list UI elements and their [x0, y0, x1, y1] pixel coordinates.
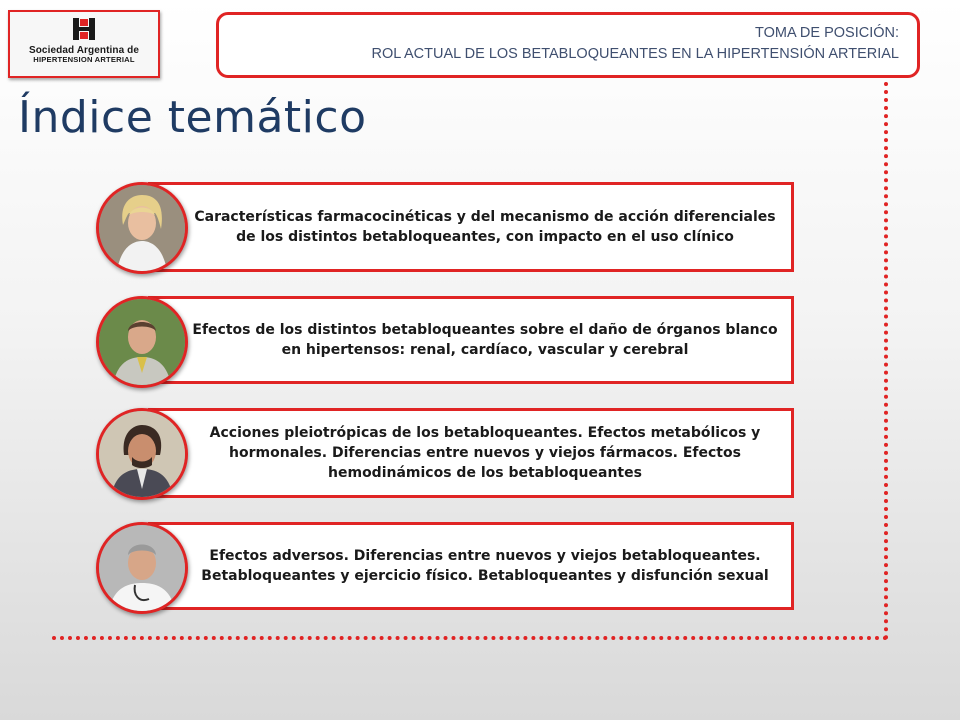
header-line-2: ROL ACTUAL DE LOS BETABLOQUEANTES EN LA HIPERTENSIÓN ARTERIAL — [371, 46, 899, 62]
logo-line-1: Sociedad Argentina de — [28, 45, 140, 56]
person-photo — [96, 408, 188, 500]
person-photo — [96, 522, 188, 614]
topic-item[interactable] — [148, 408, 794, 498]
person-photo-image — [99, 411, 185, 497]
topic-item[interactable] — [148, 296, 794, 384]
person-photo-image — [99, 299, 185, 385]
topic-item-text: Efectos adversos. Diferencias entre nuevos y viejos betabloqueantes. Betabloqueantes y ejercicio físico. Betabloqueantes y disfunción sexual — [201, 548, 769, 584]
dotted-line-horizontal — [52, 636, 888, 640]
topic-item[interactable] — [148, 522, 794, 610]
society-logo — [8, 10, 160, 78]
header-line-1: TOMA DE POSICIÓN: — [755, 25, 899, 41]
person-photo — [96, 296, 188, 388]
topic-item[interactable] — [148, 182, 794, 272]
page-title: Índice temático — [18, 92, 367, 143]
logo-line-2: HIPERTENSION ARTERIAL — [33, 55, 135, 64]
society-logo-h-icon — [70, 16, 98, 42]
dotted-line-vertical — [884, 82, 888, 640]
person-photo-image — [99, 525, 185, 611]
topic-item-text: Acciones pleiotrópicas de los betabloqueantes. Efectos metabólicos y hormonales. Diferencias entre nuevos y viejos fármacos. Efectos hemodinámicos de los betabloqueantes — [209, 425, 761, 481]
person-photo-image — [99, 185, 185, 271]
topic-item-text: Características farmacocinéticas y del mecanismo de acción diferenciales de los distintos betabloqueantes, con impacto en el uso clínico — [194, 209, 776, 245]
topic-item-text: Efectos de los distintos betabloqueantes sobre el daño de órganos blanco en hipertensos: renal, cardíaco, vascular y cerebral — [192, 322, 778, 358]
header-box — [216, 12, 920, 78]
person-photo — [96, 182, 188, 274]
